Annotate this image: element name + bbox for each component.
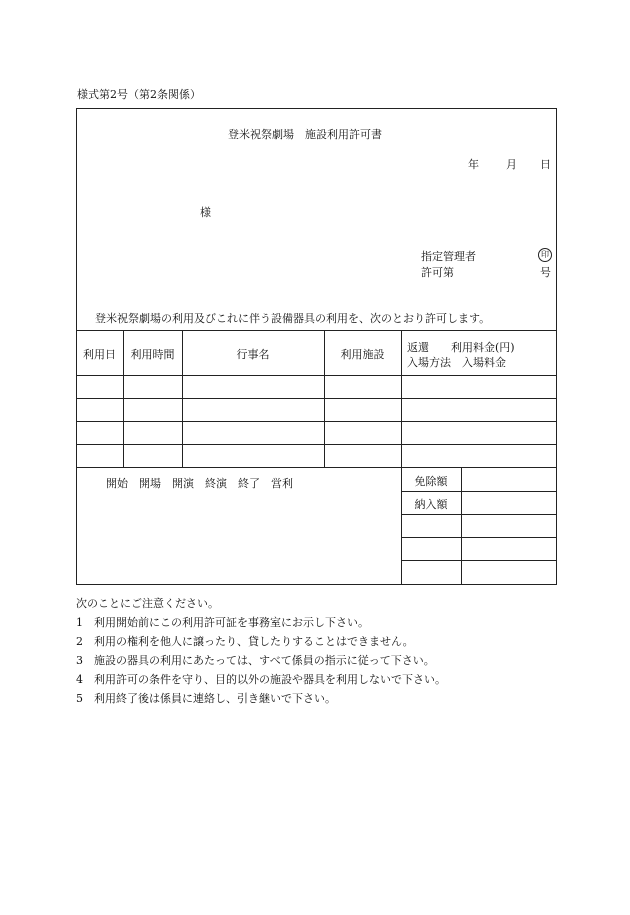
date-day: 日	[540, 158, 551, 171]
note-item: 2 利用の権利を他人に譲ったり、貸したりすることはできません。	[76, 635, 414, 648]
header-event: 行事名	[236, 348, 270, 361]
permit-number-label: 許可第	[421, 266, 454, 279]
header-date: 利用日	[83, 348, 116, 361]
table-line	[76, 398, 557, 399]
note-item: 3 施設の器具の利用にあたっては、すべて係員の指示に従って下さい。	[76, 654, 435, 667]
permit-intro: 登米祝祭劇場の利用及びこれに伴う設備器具の利用を、次のとおり許可します。	[95, 312, 491, 325]
table-line	[76, 444, 557, 445]
table-line	[401, 560, 557, 561]
header-fee-line1: 返還 利用料金(円)	[407, 341, 515, 354]
header-fee-line2: 入場方法 入場料金	[407, 356, 506, 369]
note-item: 5 利用終了後は係員に連絡し、引き継いで下さい。	[76, 692, 336, 705]
table-line	[401, 537, 557, 538]
table-line	[76, 467, 557, 468]
table-col-line	[461, 467, 462, 585]
header-time: 利用時間	[130, 348, 175, 361]
table-top-line	[76, 330, 557, 331]
table-line	[401, 491, 557, 492]
note-item: 1 利用開始前にこの利用許可証を事務室にお示し下さい。	[76, 616, 369, 629]
table-line	[76, 421, 557, 422]
note-item: 4 利用許可の条件を守り、目的以外の施設や器具を利用しないで下さい。	[76, 673, 446, 686]
fee-exemption-label: 免除額	[414, 475, 448, 488]
permit-number-suffix: 号	[540, 266, 551, 279]
notes-title: 次のことにご注意ください。	[76, 597, 219, 610]
schedule-times: 開始 開場 開演 終演 終了 営利	[106, 477, 293, 490]
issuer-manager-label: 指定管理者	[421, 250, 476, 263]
form-label: 様式第2号（第2条関係）	[77, 88, 201, 101]
date-year: 年	[468, 158, 479, 171]
table-col-line	[401, 330, 402, 585]
header-facility: 利用施設	[340, 348, 385, 361]
seal-stamp-icon: 印	[538, 248, 552, 262]
table-line	[76, 375, 557, 376]
addressee-suffix: 様	[200, 206, 211, 219]
document-title: 登米祝祭劇場 施設利用許可書	[228, 128, 382, 141]
fee-payment-label: 納入額	[414, 498, 448, 511]
table-line	[401, 514, 557, 515]
date-month: 月	[506, 158, 517, 171]
